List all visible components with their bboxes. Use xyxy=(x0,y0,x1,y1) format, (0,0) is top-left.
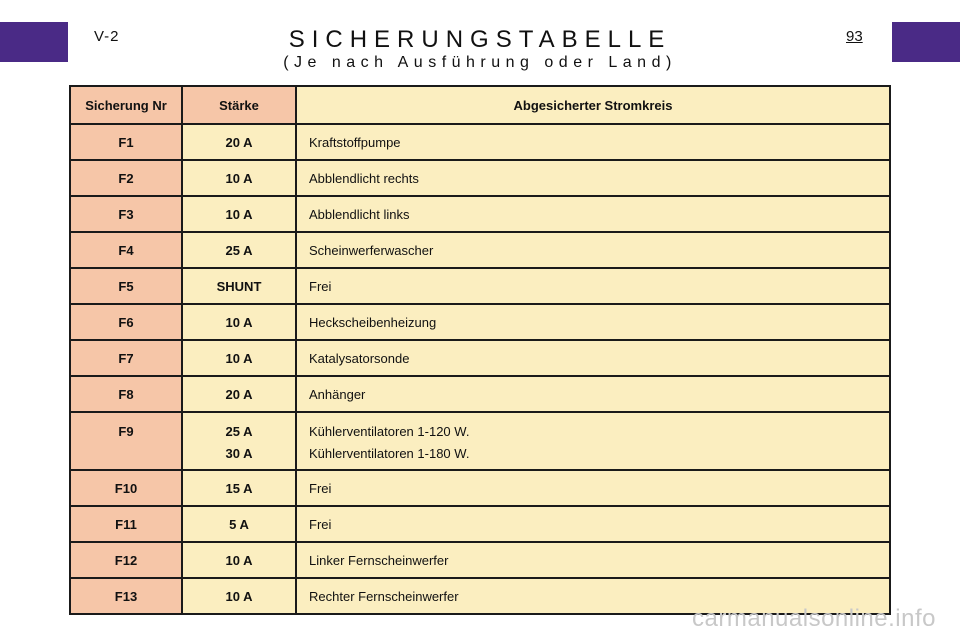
fuse-number: F10 xyxy=(70,470,182,506)
fuse-rating: 20 A xyxy=(182,376,296,412)
fuse-circuit: Rechter Fernscheinwerfer xyxy=(296,578,890,614)
fuse-rating xyxy=(182,412,296,470)
fuse-rating: 10 A xyxy=(182,304,296,340)
table-row xyxy=(70,304,890,340)
fuse-circuit: Kraftstoffpumpe xyxy=(296,124,890,160)
fuse-rating: 10 A xyxy=(182,196,296,232)
fuse-circuit: Katalysatorsonde xyxy=(296,340,890,376)
column-header-fuse: Sicherung Nr xyxy=(70,86,182,124)
fuse-rating: 5 A xyxy=(182,506,296,542)
fuse-circuit: Scheinwerferwascher xyxy=(296,232,890,268)
table-row xyxy=(70,196,890,232)
fuse-circuit: Heckscheibenheizung xyxy=(296,304,890,340)
fuse-circuit: Linker Fernscheinwerfer xyxy=(296,542,890,578)
table-row xyxy=(70,124,890,160)
fuse-table xyxy=(69,85,891,615)
fuse-number: F4 xyxy=(70,232,182,268)
fuse-number: F7 xyxy=(70,340,182,376)
fuse-number: F8 xyxy=(70,376,182,412)
section-label: V-2 xyxy=(94,28,120,45)
page-title: SICHERUNGSTABELLE xyxy=(288,26,672,53)
fuse-rating: 10 A xyxy=(182,542,296,578)
column-header-rating: Stärke xyxy=(182,86,296,124)
fuse-circuit-value-alt: Kühlerventilatoren 1-180 W. xyxy=(309,446,470,461)
fuse-circuit: Abblendlicht links xyxy=(296,196,890,232)
fuse-rating: 15 A xyxy=(182,470,296,506)
watermark: carmanualsonline.info xyxy=(692,605,936,632)
fuse-number: F5 xyxy=(70,268,182,304)
fuse-rating: 10 A xyxy=(182,340,296,376)
fuse-number: F11 xyxy=(70,506,182,542)
fuse-circuit-value: Kühlerventilatoren 1-120 W. xyxy=(309,424,470,439)
fuse-circuit: Anhänger xyxy=(296,376,890,412)
table-row xyxy=(70,542,890,578)
table-row xyxy=(70,232,890,268)
fuse-number: F13 xyxy=(70,578,182,614)
table-row xyxy=(70,470,890,506)
table-header-row xyxy=(70,86,890,124)
fuse-number xyxy=(70,412,182,470)
table-row xyxy=(70,160,890,196)
fuse-rating: 10 A xyxy=(182,160,296,196)
fuse-number: F12 xyxy=(70,542,182,578)
table-row xyxy=(70,340,890,376)
fuse-number: F2 xyxy=(70,160,182,196)
fuse-rating-value-alt: 30 A xyxy=(225,446,253,461)
fuse-rating: 10 A xyxy=(182,578,296,614)
fuse-number: F6 xyxy=(70,304,182,340)
page-subtitle: (Je nach Ausführung oder Land) xyxy=(283,54,677,71)
table-row xyxy=(70,268,890,304)
table-row xyxy=(70,506,890,542)
column-header-circuit: Abgesicherter Stromkreis xyxy=(296,86,890,124)
fuse-circuit xyxy=(296,412,890,470)
table-row xyxy=(70,376,890,412)
fuse-number: F1 xyxy=(70,124,182,160)
fuse-rating: 20 A xyxy=(182,124,296,160)
fuse-number-value: F9 xyxy=(118,424,134,439)
table-row xyxy=(70,412,890,470)
page-number: 93 xyxy=(846,28,863,45)
fuse-rating: 25 A xyxy=(182,232,296,268)
fuse-number: F3 xyxy=(70,196,182,232)
fuse-circuit: Abblendlicht rechts xyxy=(296,160,890,196)
fuse-circuit: Frei xyxy=(296,268,890,304)
fuse-rating: SHUNT xyxy=(182,268,296,304)
fuse-circuit: Frei xyxy=(296,470,890,506)
fuse-rating-value: 25 A xyxy=(225,424,253,439)
fuse-circuit: Frei xyxy=(296,506,890,542)
